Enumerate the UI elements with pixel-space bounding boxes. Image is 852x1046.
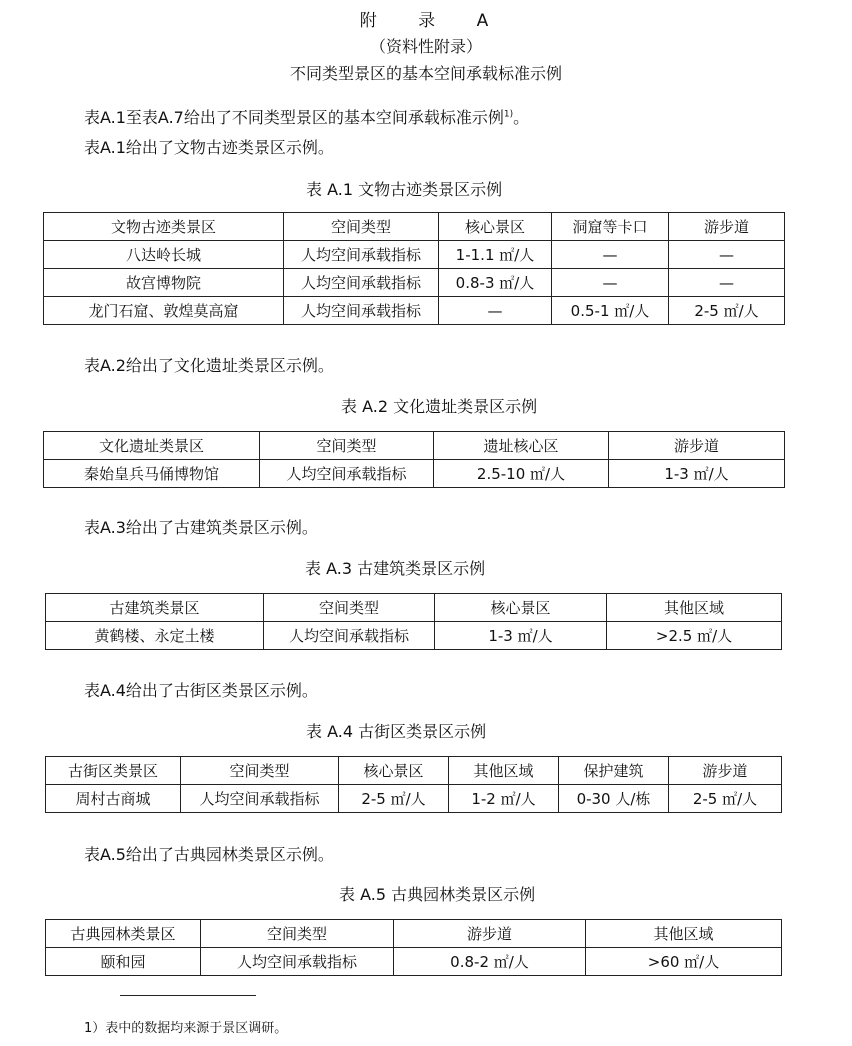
table-cell: 八达岭长城 <box>44 241 284 269</box>
table-cell: 1-2 ㎡/人 <box>449 785 559 813</box>
intro-text: 表A.1至表A.7给出了不同类型景区的基本空间承载标准示例 <box>84 108 504 127</box>
intro-paragraph: 表A.1至表A.7给出了不同类型景区的基本空间承载标准示例$^{1)}$。 <box>84 108 530 127</box>
header-cell: 游步道 <box>609 432 785 460</box>
table-cell: — <box>439 297 552 325</box>
table-cell: 0.8-3 ㎡/人 <box>439 269 552 297</box>
table-cell: 2.5-10 ㎡/人 <box>434 460 609 488</box>
table-cell: — <box>552 241 669 269</box>
table-cell: 人均空间承载指标 <box>201 948 394 976</box>
header-cell: 古建筑类景区 <box>46 594 264 622</box>
table-row <box>46 622 782 650</box>
appendix-heading: 不同类型景区的基本空间承载标准示例 <box>289 64 562 83</box>
header-cell: 空间类型 <box>181 757 339 785</box>
table-cell: 龙门石窟、敦煌莫高窟 <box>44 297 284 325</box>
table-cell: 2-5 ㎡/人 <box>339 785 449 813</box>
appendix-title: 附 录 A <box>359 11 507 31</box>
table-row <box>44 241 785 269</box>
header-cell: 文物古迹类景区 <box>44 213 284 241</box>
table-cell: 人均空间承载指标 <box>284 297 439 325</box>
table-cell: 秦始皇兵马俑博物馆 <box>44 460 260 488</box>
table-cell: — <box>552 269 669 297</box>
table-a3 <box>45 593 782 650</box>
table-cell: 人均空间承载指标 <box>284 269 439 297</box>
header-cell: 洞窟等卡口 <box>552 213 669 241</box>
table-cell: 0.5-1 ㎡/人 <box>552 297 669 325</box>
table-cell: 人均空间承载指标 <box>264 622 435 650</box>
table-cell: 人均空间承载指标 <box>284 241 439 269</box>
header-cell: 古典园林类景区 <box>46 920 201 948</box>
table-cell: — <box>669 269 785 297</box>
table-a4-caption: 表 A.4 古街区类景区示例 <box>306 722 487 741</box>
header-cell: 文化遗址类景区 <box>44 432 260 460</box>
table-row <box>46 948 782 976</box>
footnote: 1）表中的数据均来源于景区调研。 <box>84 1021 288 1036</box>
table-cell: 2-5 ㎡/人 <box>669 785 782 813</box>
header-cell: 核心景区 <box>339 757 449 785</box>
header-cell: 空间类型 <box>264 594 435 622</box>
table-a2-lead: 表A.2给出了文化遗址类景区示例。 <box>84 356 334 375</box>
header-cell: 空间类型 <box>201 920 394 948</box>
table-a5-caption: 表 A.5 古典园林类景区示例 <box>339 885 536 904</box>
footnote-ref: 1) <box>503 109 514 120</box>
header-cell: 空间类型 <box>284 213 439 241</box>
table-header-row <box>46 920 782 948</box>
header-cell: 遗址核心区 <box>434 432 609 460</box>
table-cell: 0.8-2 ㎡/人 <box>394 948 586 976</box>
table-a1 <box>43 212 785 325</box>
header-cell: 核心景区 <box>435 594 607 622</box>
table-a1-caption: 表 A.1 文物古迹类景区示例 <box>306 180 503 199</box>
table-row <box>44 460 785 488</box>
table-a5-lead: 表A.5给出了古典园林类景区示例。 <box>84 845 334 864</box>
table-row <box>46 785 782 813</box>
header-cell: 保护建筑 <box>559 757 669 785</box>
header-cell: 其他区域 <box>586 920 782 948</box>
table-cell: 1-3 ㎡/人 <box>435 622 607 650</box>
table-cell: 颐和园 <box>46 948 201 976</box>
table-a2 <box>43 431 785 488</box>
header-cell: 古街区类景区 <box>46 757 181 785</box>
header-cell: 其他区域 <box>449 757 559 785</box>
table-cell: 周村古商城 <box>46 785 181 813</box>
header-cell: 游步道 <box>394 920 586 948</box>
header-cell: 空间类型 <box>260 432 434 460</box>
table-cell: >60 ㎡/人 <box>586 948 782 976</box>
table-a3-caption: 表 A.3 古建筑类景区示例 <box>305 559 486 578</box>
table-cell: 2-5 ㎡/人 <box>669 297 785 325</box>
footnote-divider <box>120 995 256 996</box>
table-header-row <box>44 213 785 241</box>
table-cell: 0-30 人/栋 <box>559 785 669 813</box>
table-row <box>44 297 785 325</box>
table-cell: 1-1.1 ㎡/人 <box>439 241 552 269</box>
header-cell: 核心景区 <box>439 213 552 241</box>
header-cell: 其他区域 <box>607 594 782 622</box>
table-header-row <box>46 757 782 785</box>
header-cell: 游步道 <box>669 757 782 785</box>
header-cell: 游步道 <box>669 213 785 241</box>
table-header-row <box>44 432 785 460</box>
table-row <box>44 269 785 297</box>
table-a1-lead: 表A.1给出了文物古迹类景区示例。 <box>84 138 334 157</box>
table-header-row <box>46 594 782 622</box>
table-cell: 1-3 ㎡/人 <box>609 460 785 488</box>
table-cell: 故宫博物院 <box>44 269 284 297</box>
table-a2-caption: 表 A.2 文化遗址类景区示例 <box>341 397 538 416</box>
table-a4 <box>45 756 782 813</box>
table-cell: >2.5 ㎡/人 <box>607 622 782 650</box>
table-cell: 黄鹤楼、永定土楼 <box>46 622 264 650</box>
table-cell: 人均空间承载指标 <box>181 785 339 813</box>
appendix-subtitle: （资料性附录） <box>369 37 482 56</box>
table-cell: 人均空间承载指标 <box>260 460 434 488</box>
table-a3-lead: 表A.3给出了古建筑类景区示例。 <box>84 518 318 537</box>
table-a4-lead: 表A.4给出了古街区类景区示例。 <box>84 681 318 700</box>
table-a5 <box>45 919 782 976</box>
table-cell: — <box>669 241 785 269</box>
